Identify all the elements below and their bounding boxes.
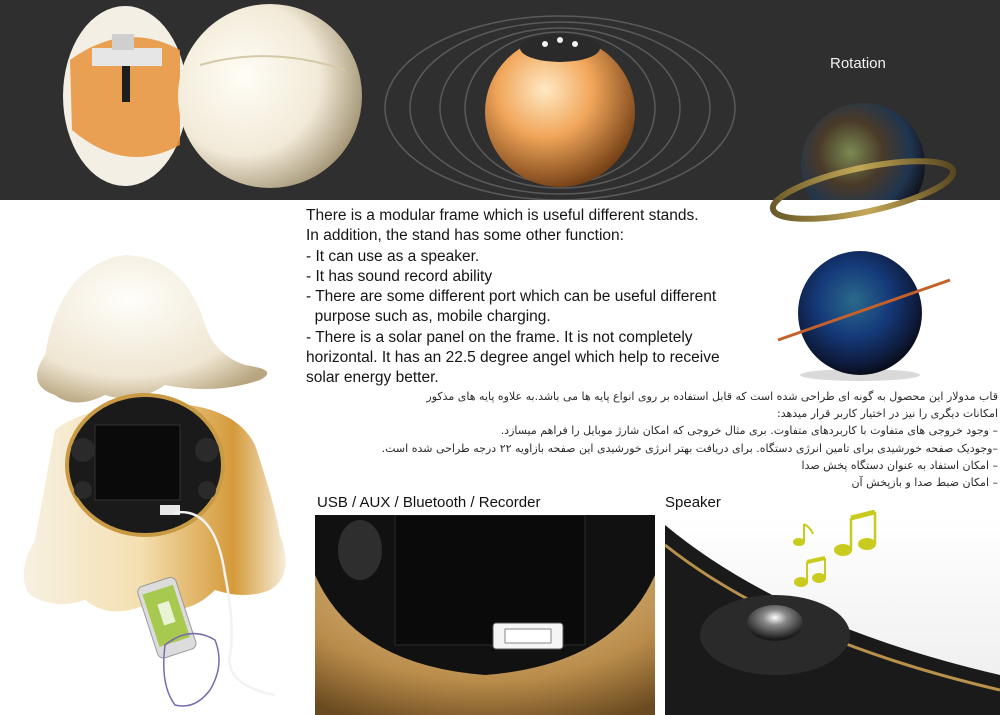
speaker-button: [747, 605, 803, 641]
ghost-stand-render: [15, 245, 305, 710]
cutaway-stand: [122, 66, 130, 102]
music-note-icon: [794, 558, 826, 587]
description-en: [306, 206, 776, 389]
description-fa-line: –وجودیک صفحه خورشیدی برای تامین انرژی دستگاه. برای دریافت بهتر انرژی خورشیدی این صفحه بازاویه ۲۲ درجه طراحی شده است.: [381, 441, 998, 455]
ports-caption: USB / AUX / Bluetooth / Recorder: [317, 494, 541, 511]
cutaway-module: [92, 48, 162, 66]
description-fa-line: – امکان استفاد به عنوان دستگاه پخش صدا: [801, 458, 998, 472]
cutaway-block: [112, 34, 134, 50]
description-en-line: - It has sound record ability: [306, 267, 493, 285]
description-en-line: purpose such as, mobile charging.: [306, 308, 551, 326]
description-fa-line: قاب مدولار این محصول به گونه ای طراحی شده است که قابل استفاده بر روی انواع پایه ها می باشد.به علاوه پایه های مذکور: [426, 390, 998, 403]
music-note-icon: [793, 524, 813, 546]
planet-renders: [760, 140, 960, 390]
description-fa: [296, 388, 998, 491]
description-en-line: There is a modular frame which is useful different stands.: [306, 207, 699, 224]
music-notes: [785, 510, 885, 590]
double-music-note-icon: [834, 512, 876, 556]
solar-panel: [95, 425, 180, 500]
planet-sphere-2: [798, 251, 922, 375]
description-en-line: - There is a solar panel on the frame. It is not completely: [306, 328, 693, 346]
description-fa-line: امکانات دیگری را نیز در اختیار کاربر قرار میدهد:: [776, 407, 998, 421]
description-en-line: - It can use as a speaker.: [306, 247, 480, 265]
description-en-line: In addition, the stand has some other function:: [306, 227, 624, 245]
description-fa-line: – امکان ضبط صدا و بازپخش آن: [851, 476, 998, 490]
white-shell-sphere: [178, 4, 362, 188]
rotation-label: Rotation: [830, 55, 886, 72]
planet-1-ring: [768, 149, 957, 230]
description-en-line: solar energy better.: [306, 369, 439, 387]
description-en-line: horizontal. It has an 22.5 degree angel which help to receive: [306, 349, 720, 367]
ports-knob: [338, 520, 382, 580]
ghost-stand-top: [37, 255, 267, 403]
description-fa-line: – وجود خروجی های متفاوت با کاربردهای متفاوت. بری مثال خروجی که امکان شارژ موبایل را فراهم میسازد.: [500, 424, 998, 438]
ports-closeup: [315, 515, 655, 715]
speaker-caption: Speaker: [665, 494, 721, 511]
description-en-line: - There are some different port which can be useful different: [306, 288, 717, 306]
